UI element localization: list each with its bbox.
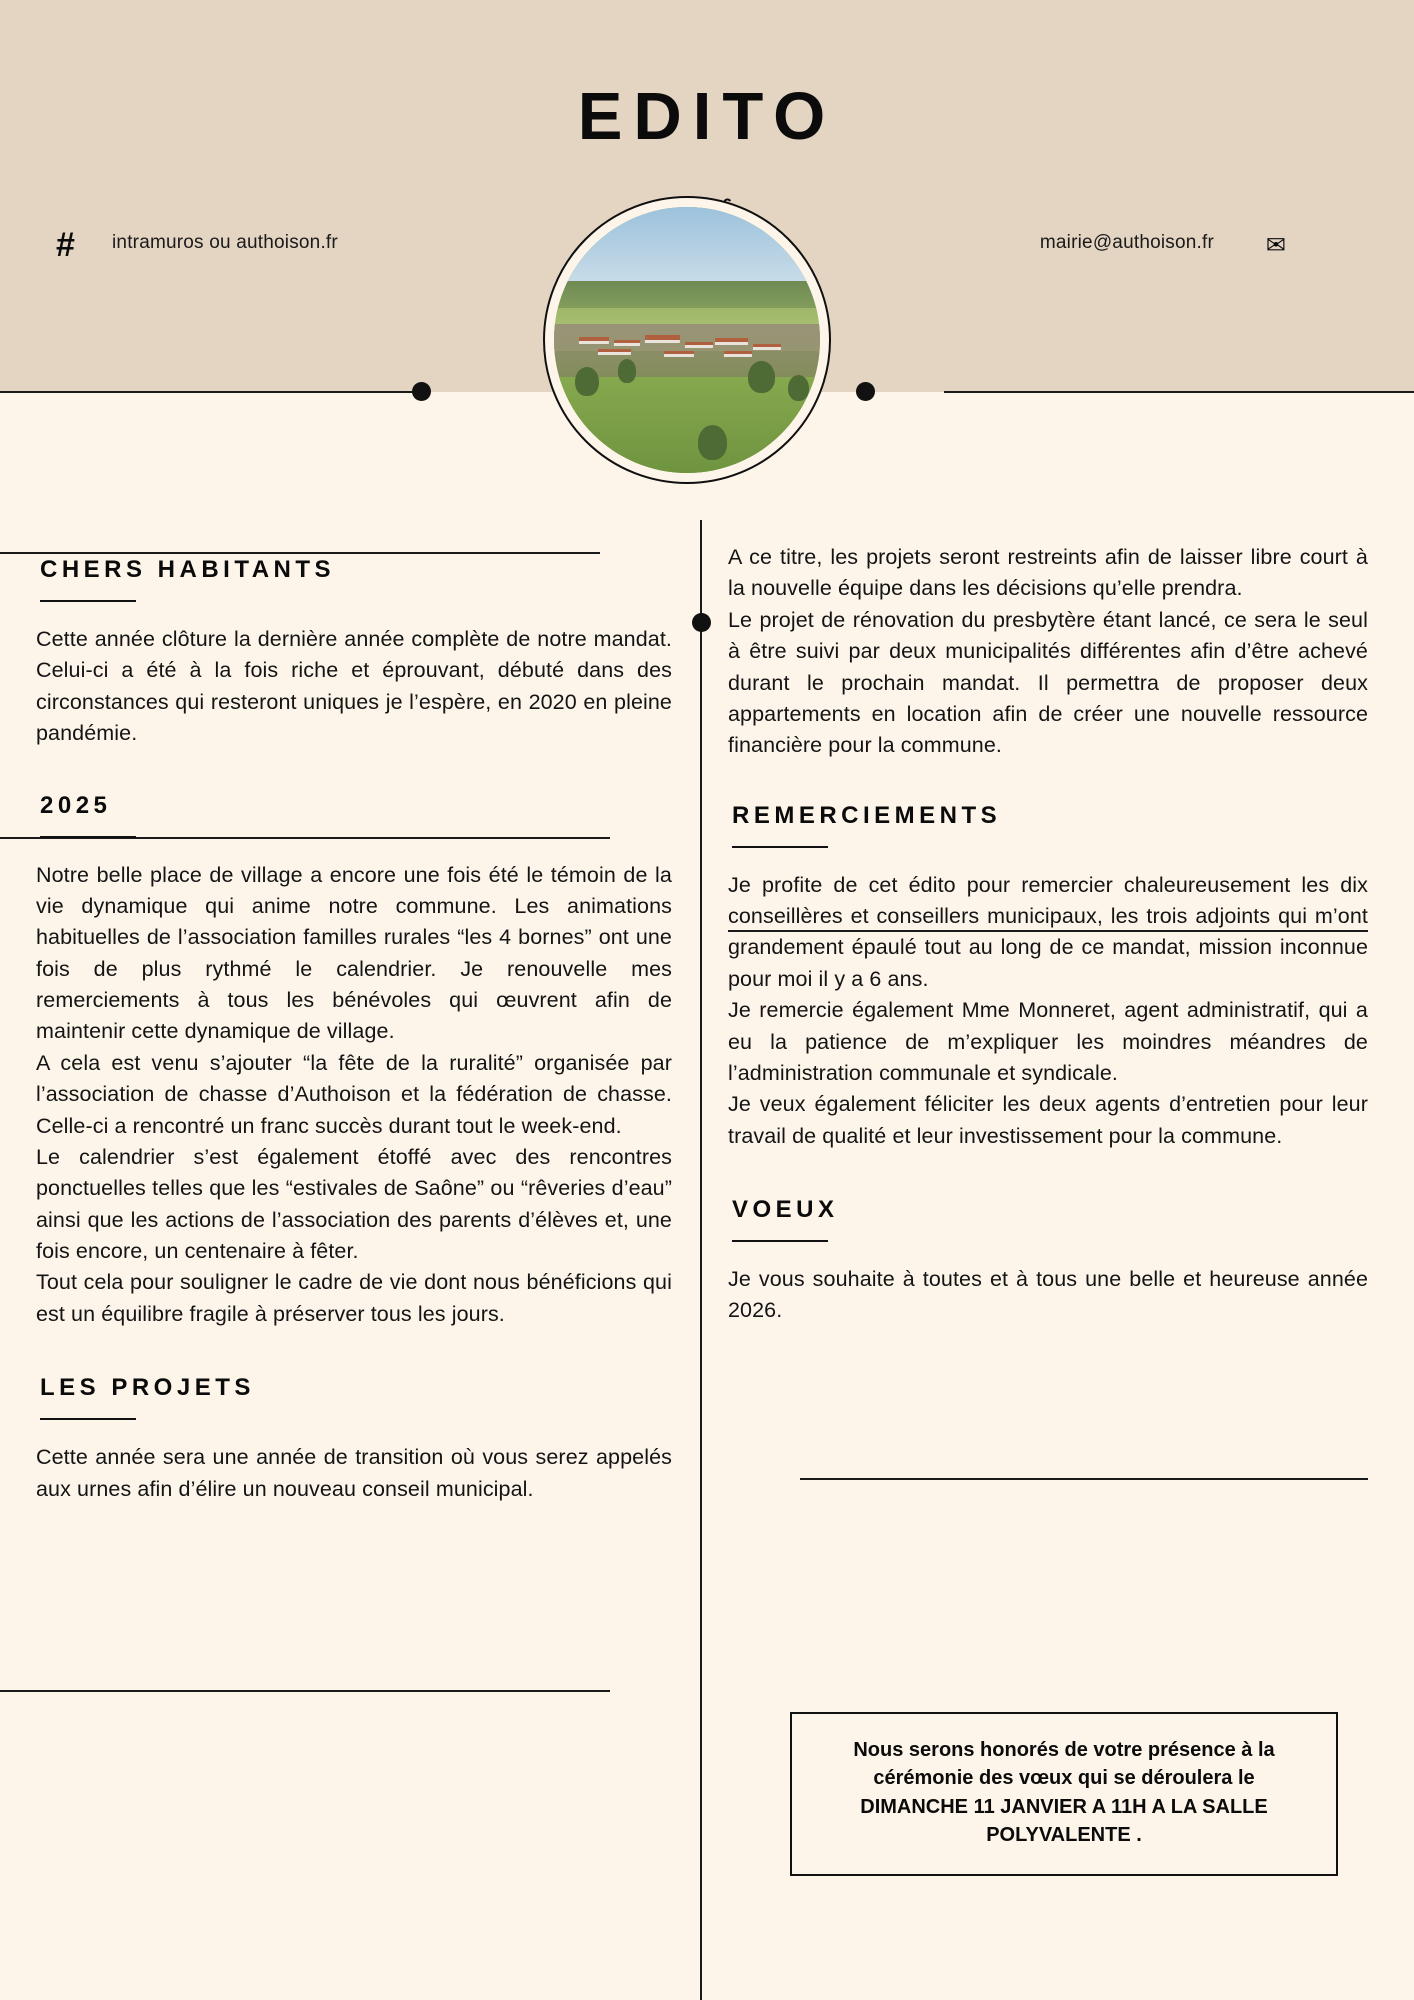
paragraph: A cela est venu s’ajouter “la fête de la ruralité” organisée par l’association de chasse d’Authoison et la fédération de chasse. Celle-ci a rencontré un franc succès durant tout le week-end. (36, 1050, 672, 1138)
village-photo-image (554, 207, 820, 473)
paragraph: Je veux également féliciter les deux agents d’entretien pour leur travail de qualité et leur investissement pour la commune. (728, 1092, 1368, 1148)
section-heading: CHERS HABITANTS (40, 556, 336, 583)
left-column (36, 556, 672, 1535)
rule-voeux (800, 1478, 1368, 1480)
section-heading: REMERCIEMENTS (732, 801, 1002, 829)
paragraph: Je remercie également Mme Monneret, agent administratif, qui a eu la patience de m’expliquer les moindres méandres de l’administration communale et syndicale. (728, 998, 1368, 1085)
section-chers-habitants (36, 556, 672, 750)
header-divider-left (0, 391, 430, 393)
section-2025 (36, 792, 672, 1331)
paragraph: Tout cela pour souligner le cadre de vie dont nous bénéficions qui est un équilibre fragile à préserver tous les jours. (36, 1270, 672, 1326)
section-projets-suite (728, 542, 1368, 762)
section-voeux (728, 1196, 1368, 1327)
section-underline (732, 846, 828, 848)
section-heading: VOEUX (732, 1196, 839, 1223)
section-underline (732, 1240, 828, 1242)
paragraph: Notre belle place de village a encore une fois été le témoin de la vie dynamique qui anime notre commune. Les animations habituelles de l’association familles rurales “les 4 bornes” ont une fois de plus rythmé le calendrier. Je renouvelle mes remerciements à tous les bénévoles qui œuvrent afin de maintenir cette dynamique de village. (36, 862, 672, 1044)
section-heading: 2025 (40, 791, 112, 819)
rule-chers-habitants (0, 552, 600, 554)
paragraph: Cette année clôture la dernière année complète de notre mandat. Celui-ci a été à la fois riche et éprouvant, débuté dans des circonstances qui resteront uniques je l’espère, en 2020 en pleine pandémie. (36, 627, 672, 746)
paragraph: Le projet de rénovation du presbytère étant lancé, ce sera le seul à être suivi par deux municipalités différentes afin d’être achevé durant le prochain mandat. Il permettra de proposer deux appartements en location afin de créer une nouvelle ressource financière pour la commune. (728, 607, 1368, 758)
contact-email: mairie@authoison.fr (1039, 232, 1214, 253)
paragraph: Je vous souhaite à toutes et à tous une belle et heureuse année 2026. (728, 1267, 1368, 1323)
header-divider-right (944, 391, 1414, 393)
rule-les-projets (0, 1690, 610, 1692)
divider-dot-left (412, 382, 431, 401)
column-divider-dot (692, 613, 711, 632)
section-underline (40, 600, 136, 602)
section-les-projets (36, 1374, 672, 1505)
column-divider (700, 520, 702, 2000)
paragraph: A ce titre, les projets seront restreints afin de laisser libre court à la nouvelle équipe dans les décisions qu’elle prendra. (728, 545, 1368, 601)
paragraph: Cette année sera une année de transition où vous serez appelés aux urnes afin d’élire un nouveau conseil municipal. (36, 1445, 672, 1501)
contact-website: intramuros ou authoison.fr (112, 232, 338, 253)
divider-dot-right (856, 382, 875, 401)
page-title: EDITO (577, 79, 837, 154)
section-underline (40, 836, 136, 838)
envelope-icon: ✉ (1265, 232, 1286, 259)
paragraph: Je profite de cet édito pour remercier chaleureusement les dix conseillères et conseillers municipaux, les trois adjoints qui m’ont grandement épaulé tout au long de ce mandat, mission inconnue pour moi il y a 6 ans. (728, 872, 1368, 991)
section-remerciements (728, 802, 1368, 1152)
hash-icon: # (56, 226, 75, 264)
ceremony-notice: Nous serons honorés de votre présence à la cérémonie des vœux qui se déroulera le DIMANCHE 11 JANVIER A 11H A LA SALLE POLYVALENTE . (790, 1712, 1338, 1876)
paragraph: Le calendrier s’est également étoffé avec des rencontres ponctuelles telles que les “estivales de Saône” ou “rêveries d’eau” ainsi que les actions de l’association des parents d’élèves et, une fois encore, un centenaire à fêter. (36, 1144, 672, 1263)
section-heading: LES PROJETS (40, 1374, 255, 1402)
village-photo (543, 196, 831, 484)
section-underline (40, 1418, 136, 1420)
right-column (728, 545, 1368, 1357)
